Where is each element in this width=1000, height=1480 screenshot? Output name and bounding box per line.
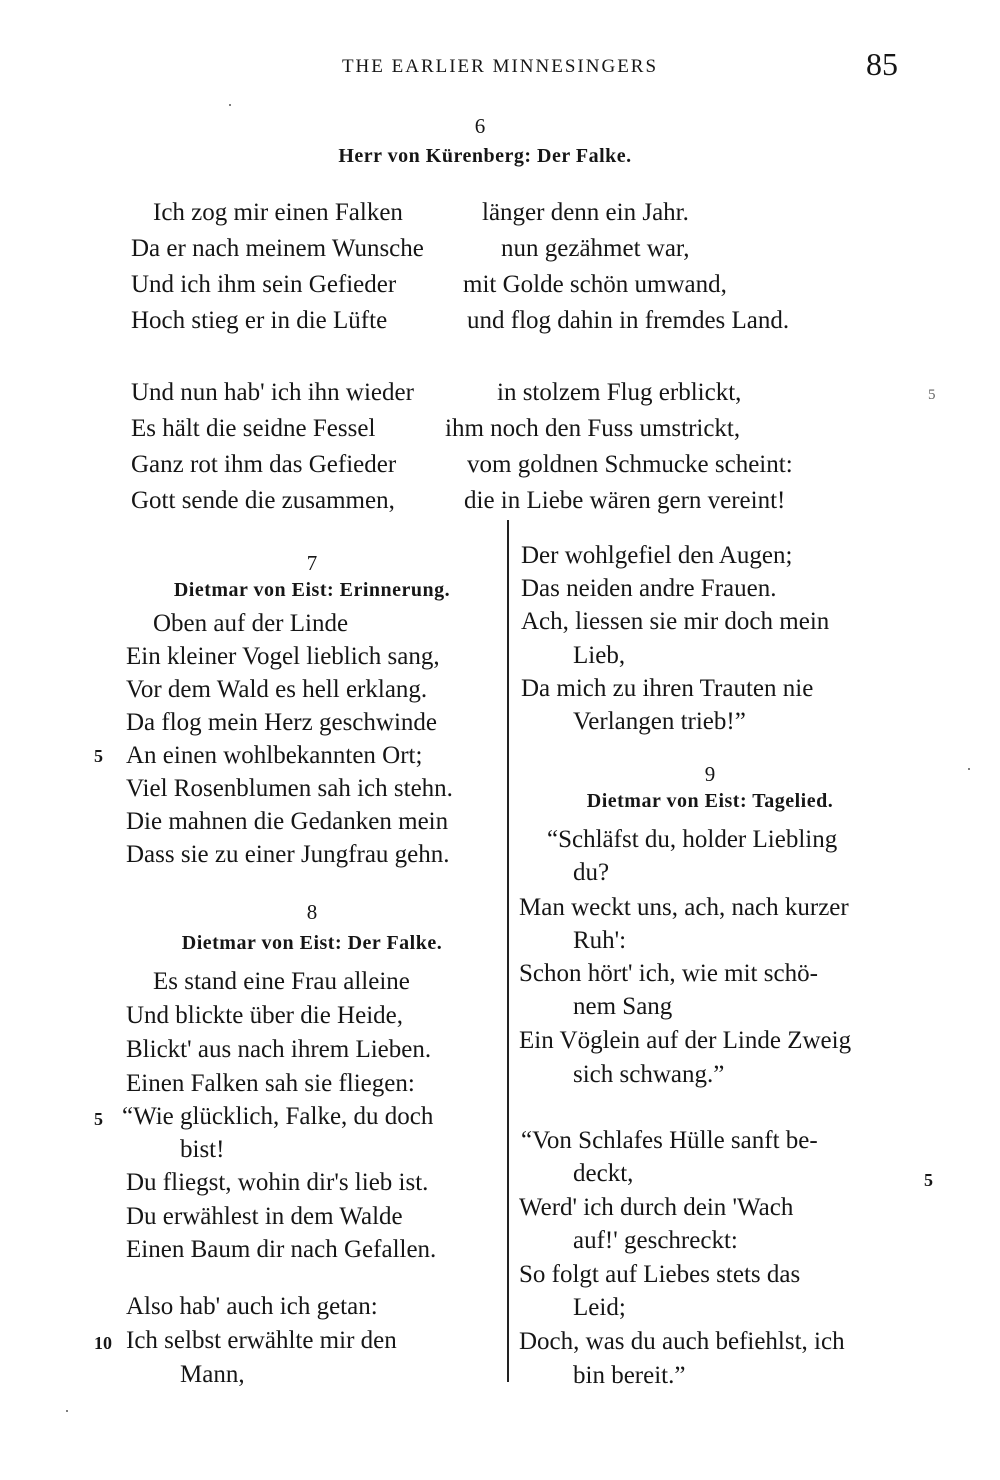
poem9-line: bin bereit.” [573, 1362, 686, 1389]
poem8-line: Du erwählest in dem Walde [126, 1203, 403, 1230]
poem8-line: bist! [180, 1136, 225, 1163]
poem6-line: Es hält die seidne Fessel [131, 415, 376, 442]
poem8-line: Der wohlgefiel den Augen; [521, 542, 793, 569]
poem6-line: in stolzem Flug erblickt, [497, 379, 742, 406]
poem7-line-marker: 5 [94, 746, 103, 766]
poem9-line: Schon hört' ich, wie mit schö- [519, 960, 818, 987]
poem9-line: “Schläfst du, holder Liebling [547, 826, 838, 853]
poem7-line: Die mahnen die Gedanken mein [126, 808, 449, 835]
poem8-line: Das neiden andre Frauen. [521, 575, 777, 602]
paper-speck [66, 1410, 68, 1412]
poem6-line: vom goldnen Schmucke scheint: [467, 451, 793, 478]
poem7-title: Dietmar von Eist: Erinnerung. [173, 579, 451, 601]
poem8-line: Blickt' aus nach ihrem Lieben. [126, 1036, 432, 1063]
poem9-line: du? [573, 859, 610, 886]
poem6-line: Da er nach meinem Wunsche [131, 235, 424, 262]
poem9-number: 9 [704, 762, 716, 786]
poem7-line: Vor dem Wald es hell erklang. [126, 676, 428, 703]
page-number: 85 [866, 46, 898, 82]
poem8-line: “Wie glücklich, Falke, du doch [122, 1103, 434, 1130]
poem9-line: Ruh': [573, 927, 627, 954]
poem6-line: länger denn ein Jahr. [482, 199, 689, 226]
poem9-title: Dietmar von Eist: Tagelied. [586, 790, 834, 812]
poem8-line: Lieb, [573, 642, 626, 669]
poem6-line: Ganz rot ihm das Gefieder [131, 451, 397, 478]
poem8-line: Es stand eine Frau alleine [153, 968, 410, 995]
poem8-line-marker-10: 10 [94, 1333, 112, 1353]
poem9-line: Werd' ich durch dein 'Wach [519, 1194, 794, 1221]
poem6-line: ihm noch den Fuss umstrickt, [445, 415, 741, 442]
running-head: THE EARLIER MINNESINGERS [341, 56, 659, 77]
poem8-line: Du fliegst, wohin dir's lieb ist. [126, 1169, 429, 1196]
poem7-line: Viel Rosenblumen sah ich stehn. [126, 775, 453, 802]
poem6-line: Gott sende die zusammen, [131, 487, 395, 514]
poem8-line: Ach, liessen sie mir doch mein [521, 608, 830, 635]
poem9-line: Doch, was du auch befiehlst, ich [519, 1328, 845, 1355]
poem6-line: mit Golde schön umwand, [463, 271, 727, 298]
poem9-line-marker: 5 [924, 1170, 933, 1190]
poem7-line: Da flog mein Herz geschwinde [126, 709, 437, 736]
poem9-line: So folgt auf Liebes stets das [519, 1261, 801, 1288]
poem8-line: Einen Baum dir nach Gefallen. [126, 1236, 437, 1263]
poem9-line: auf!' geschreckt: [573, 1227, 738, 1254]
poem9-line: Leid; [573, 1294, 626, 1321]
poem9-line: “Von Schlafes Hülle sanft be- [521, 1127, 818, 1154]
poem6-line: Und nun hab' ich ihn wieder [131, 379, 414, 406]
poem8-line: Verlangen trieb!” [573, 708, 746, 735]
poem6-number: 6 [474, 114, 486, 138]
poem6-line: nun gezähmet war, [501, 235, 690, 262]
poem6-title: Herr von Kürenberg: Der Falke. [338, 145, 632, 167]
poem9-line: deckt, [573, 1160, 634, 1187]
poem8-line: Und blickte über die Heide, [126, 1002, 403, 1029]
poem6-line: Hoch stieg er in die Lüfte [131, 307, 388, 334]
poem7-line: Dass sie zu einer Jungfrau gehn. [126, 841, 450, 868]
poem8-line-marker-5: 5 [94, 1109, 103, 1129]
poem7-line: Ein kleiner Vogel lieblich sang, [126, 643, 440, 670]
poem6-line: Und ich ihm sein Gefieder [131, 271, 397, 298]
poem8-line: Einen Falken sah sie fliegen: [126, 1070, 415, 1097]
poem7-number: 7 [306, 551, 318, 575]
poem9-line: Man weckt uns, ach, nach kurzer [519, 894, 849, 921]
poem9-line: sich schwang.” [573, 1061, 725, 1088]
poem8-line: Da mich zu ihren Trauten nie [521, 675, 814, 702]
paper-speck [968, 768, 970, 770]
poem7-line: Oben auf der Linde [153, 610, 349, 637]
poem7-line: An einen wohlbekannten Ort; [126, 742, 423, 769]
poem8-line: Mann, [180, 1361, 245, 1388]
poem8-line: Ich selbst erwählte mir den [126, 1327, 397, 1354]
poem9-line: Ein Vöglein auf der Linde Zweig [519, 1027, 852, 1054]
poem6-line: Ich zog mir einen Falken [153, 199, 403, 226]
poem6-line: und flog dahin in fremdes Land. [467, 307, 790, 334]
poem8-line: Also hab' auch ich getan: [126, 1293, 378, 1320]
poem8-title: Dietmar von Eist: Der Falke. [181, 932, 443, 954]
paper-speck [229, 104, 231, 106]
poem8-number: 8 [306, 900, 318, 924]
poem6-line: die in Liebe wären gern vereint! [464, 487, 786, 514]
poem6-line-marker: 5 [928, 387, 936, 403]
poem9-line: nem Sang [573, 993, 673, 1020]
